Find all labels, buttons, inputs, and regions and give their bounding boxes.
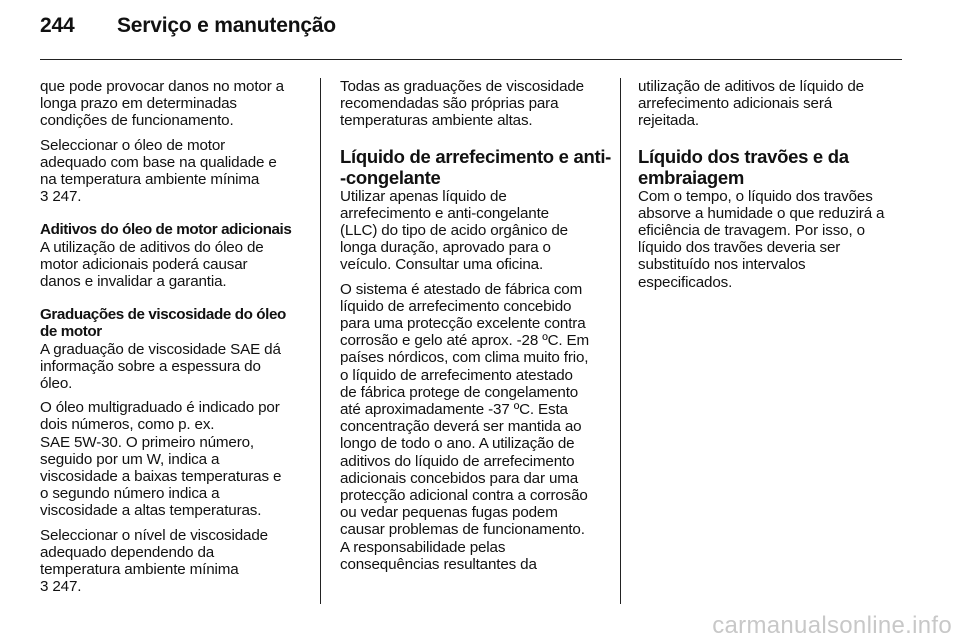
- text-line: Seleccionar o nível de viscosidade: [40, 526, 268, 544]
- page-number: 244: [40, 14, 75, 37]
- paragraph: [40, 341, 310, 393]
- text-line: seguido por um W, indica a: [40, 450, 220, 468]
- text-line: arrefecimento adicionais será: [638, 95, 833, 113]
- heading-line: -congelante: [340, 166, 441, 188]
- text-line: A graduação de viscosidade SAE dá: [40, 340, 281, 358]
- text-line: especificados.: [638, 273, 733, 291]
- text-line: SAE 5W-30. O primeiro número,: [40, 433, 254, 451]
- text-line: para uma protecção excelente contra: [340, 315, 586, 333]
- text-line: ou vedar pequenas fugas podem: [340, 504, 558, 522]
- text-line: na temperatura ambiente mínima: [40, 171, 260, 189]
- text-line: rejeitada.: [638, 112, 699, 130]
- column-2: [340, 78, 612, 580]
- text-line: O sistema é atestado de fábrica com: [340, 280, 583, 298]
- text-line: adequado com base na qualidade e: [40, 153, 277, 171]
- text-line: que pode provocar danos no motor a: [40, 78, 284, 95]
- text-line: motor adicionais poderá causar: [40, 255, 248, 273]
- heading-liquido-arrefecimento: [340, 145, 612, 188]
- paragraph: [638, 78, 902, 130]
- text-line: A responsabilidade pelas: [340, 538, 506, 556]
- text-line: líquido de arrefecimento concebido: [340, 297, 572, 315]
- text-line: arrefecimento e anti-congelante: [340, 204, 549, 222]
- text-line: países nórdicos, com clima muito frio,: [340, 349, 589, 367]
- text-line: causar problemas de funcionamento.: [340, 521, 585, 539]
- text-line: temperatura ambiente mínima: [40, 561, 239, 579]
- text-line: utilização de aditivos de líquido de: [638, 78, 864, 95]
- heading-line: de motor: [40, 323, 102, 341]
- text-line: corrosão e gelo até aprox. -28 ºC. Em: [340, 332, 590, 350]
- paragraph: [638, 188, 902, 291]
- paragraph: [40, 137, 310, 206]
- text-line: substituído nos intervalos: [638, 256, 806, 274]
- page-header: [40, 14, 336, 38]
- text-line: viscosidade a baixas temperaturas e: [40, 468, 282, 486]
- column-divider-1: [320, 78, 321, 604]
- cross-reference-link[interactable]: 3 247.: [40, 188, 82, 206]
- text-line: condições de funcionamento.: [40, 112, 234, 130]
- text-line: até aproximadamente -37 ºC. Esta: [340, 401, 568, 419]
- text-line: líquido dos travões deveria ser: [638, 239, 841, 257]
- paragraph: [40, 399, 310, 519]
- text-line: informação sobre a espessura do: [40, 357, 261, 375]
- header-rule: [40, 59, 902, 60]
- text-line: consequências resultantes da: [340, 555, 537, 573]
- text-line: aditivos do líquido de arrefecimento: [340, 452, 575, 470]
- paragraph: [40, 78, 310, 130]
- paragraph: [40, 527, 310, 596]
- heading-liquido-travoes: [638, 146, 902, 188]
- text-line: A utilização de aditivos do óleo de: [40, 238, 264, 256]
- paragraph: [340, 188, 604, 274]
- text-line: adequado dependendo da: [40, 543, 215, 561]
- heading-line: Graduações de viscosidade do óleo: [40, 306, 286, 324]
- text-line: Utilizar apenas líquido de: [340, 187, 507, 205]
- heading-aditivos: [40, 221, 310, 238]
- text-line: absorve a humidade o que reduzirá a: [638, 204, 885, 222]
- cross-reference-link[interactable]: 3 247.: [40, 578, 82, 596]
- paragraph: [340, 78, 604, 130]
- paragraph: [40, 239, 310, 291]
- text-line: concentração deverá ser mantida ao: [340, 418, 582, 436]
- text-line: Todas as graduações de viscosidade: [340, 78, 584, 95]
- heading-line: Líquido dos travões e da: [638, 145, 849, 167]
- text-line: (LLC) do tipo de acido orgânico de: [340, 222, 568, 240]
- text-line: longa prazo em determinadas: [40, 95, 237, 113]
- text-line: eficiência de travagem. Por isso, o: [638, 222, 865, 240]
- text-line: veículo. Consultar uma oficina.: [340, 256, 544, 274]
- text-line: Seleccionar o óleo de motor: [40, 136, 226, 154]
- text-line: viscosidade a altas temperaturas.: [40, 502, 262, 520]
- watermark: carmanualsonline.info: [712, 612, 952, 639]
- text-line: o líquido de arrefecimento atestado: [340, 366, 573, 384]
- text-line: Com o tempo, o líquido dos travões: [638, 187, 873, 205]
- column-1: [40, 78, 310, 602]
- column-divider-2: [620, 78, 621, 604]
- text-line: longo de todo o ano. A utilização de: [340, 435, 575, 453]
- heading-line: embraiagem: [638, 166, 744, 188]
- text-line: de fábrica protege de congelamento: [340, 383, 579, 401]
- text-line: adicionais concebidos para dar uma: [340, 469, 579, 487]
- text-line: protecção adicional contra a corrosão: [340, 487, 588, 505]
- text-line: longa duração, aprovado para o: [340, 239, 551, 257]
- text-line: óleo.: [40, 375, 73, 393]
- paragraph: [340, 281, 604, 573]
- text-line: recomendadas são próprias para: [340, 95, 559, 113]
- text-line: danos e invalidar a garantia.: [40, 273, 227, 291]
- text-line: O óleo multigraduado é indicado por: [40, 399, 280, 417]
- text-line: dois números, como p. ex.: [40, 416, 215, 434]
- heading-line: Aditivos do óleo de motor adicionais: [40, 221, 292, 239]
- text-line: temperaturas ambiente altas.: [340, 112, 533, 130]
- text-line: o segundo número indica a: [40, 485, 220, 503]
- heading-graduacoes: [40, 306, 310, 340]
- heading-line: Líquido de arrefecimento e anti-: [340, 145, 612, 167]
- column-3: [638, 78, 902, 298]
- page-title: Serviço e manutenção: [117, 14, 336, 37]
